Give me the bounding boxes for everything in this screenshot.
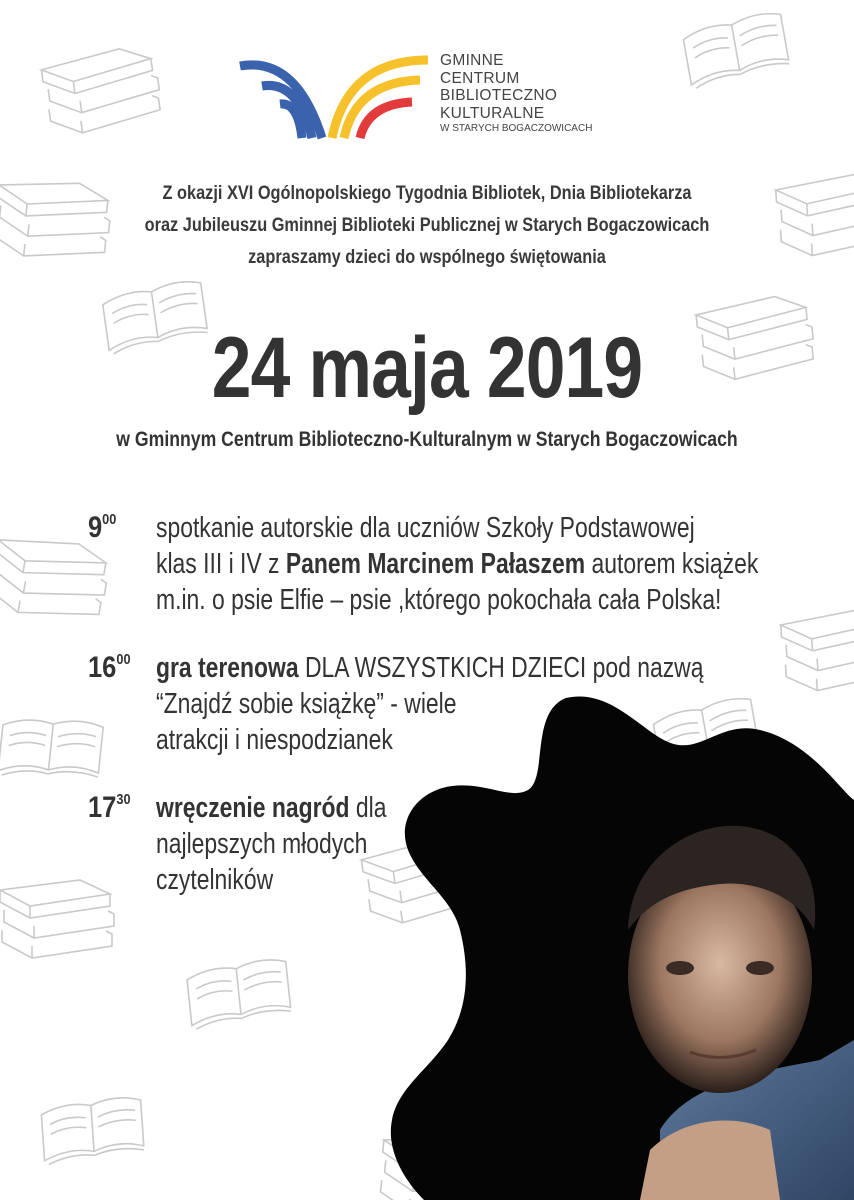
event-2-line-3: atrakcji i niespodzianek [156,724,393,756]
event-description-3 [156,790,772,898]
event-hour-2: 16 [88,651,117,684]
intro-text [94,178,760,274]
event-2-line-1b: DLA WSZYSTKICH DZIECI pod nazwą [298,652,704,684]
logo-line-4: KULTURALNE [440,104,545,122]
event-1-line-2a: klas III i IV z [156,548,286,580]
event-1-line-1: spotkanie autorskie dla uczniów Szkoły Podstawowej [156,512,695,544]
library-logo [236,46,636,146]
event-2-line-1 [156,650,772,686]
event-venue: w Gminnym Centrum Biblioteczno-Kulturalnym w Starych Bogaczowicach [116,428,738,451]
event-2-line-2: “Znajdź sobie książkę” - wiele [156,688,457,720]
logo-line-5: W STARYCH BOGACZOWICACH [440,123,593,134]
event-3-line-1b: dla [349,792,387,824]
logo-text [440,52,592,135]
author-name: Panem Marcinem Pałaszem [285,548,586,580]
event-description-2 [156,650,772,758]
event-time-3 [88,791,131,830]
intro-line-1: Z okazji XVI Ogólnopolskiego Tygodnia Bibliotek, Dnia Bibliotekarza [162,183,692,204]
event-1-line-3: m.in. o psie Elfie – psie ,którego pokochała cała Polska! [156,584,722,616]
intro-line-2: oraz Jubileuszu Gminnej Biblioteki Publicznej w Starych Bogaczowicach [144,215,710,236]
logo-line-3: BIBLIOTECZNO [440,87,558,104]
event-2-line-1a: gra terenowa [156,652,299,684]
event-1-line-2 [156,546,772,582]
logo-arches-icon [236,46,436,146]
event-hour-3: 17 [88,791,117,824]
event-description-1 [156,510,772,618]
event-date: 24 maja 2019 [211,320,643,416]
event-3-line-1 [156,790,772,826]
event-3-line-1a: wręczenie nagród [156,792,350,824]
event-hour-1: 9 [88,511,103,544]
logo-line-2: CENTRUM [440,69,520,87]
event-1-line-2c: autorem książek [585,548,759,580]
logo-line-1: GMINNE [440,52,504,69]
event-minute-1: 00 [102,511,117,528]
event-minute-3: 30 [116,791,131,808]
event-3-line-2: najlepszych młodych [156,828,368,860]
event-3-line-3: czytelników [156,864,274,896]
event-time-2 [88,651,131,690]
event-minute-2: 00 [116,651,131,668]
event-time-1 [88,511,116,550]
intro-line-3: zapraszamy dzieci do wspólnego świętowania [248,247,606,268]
